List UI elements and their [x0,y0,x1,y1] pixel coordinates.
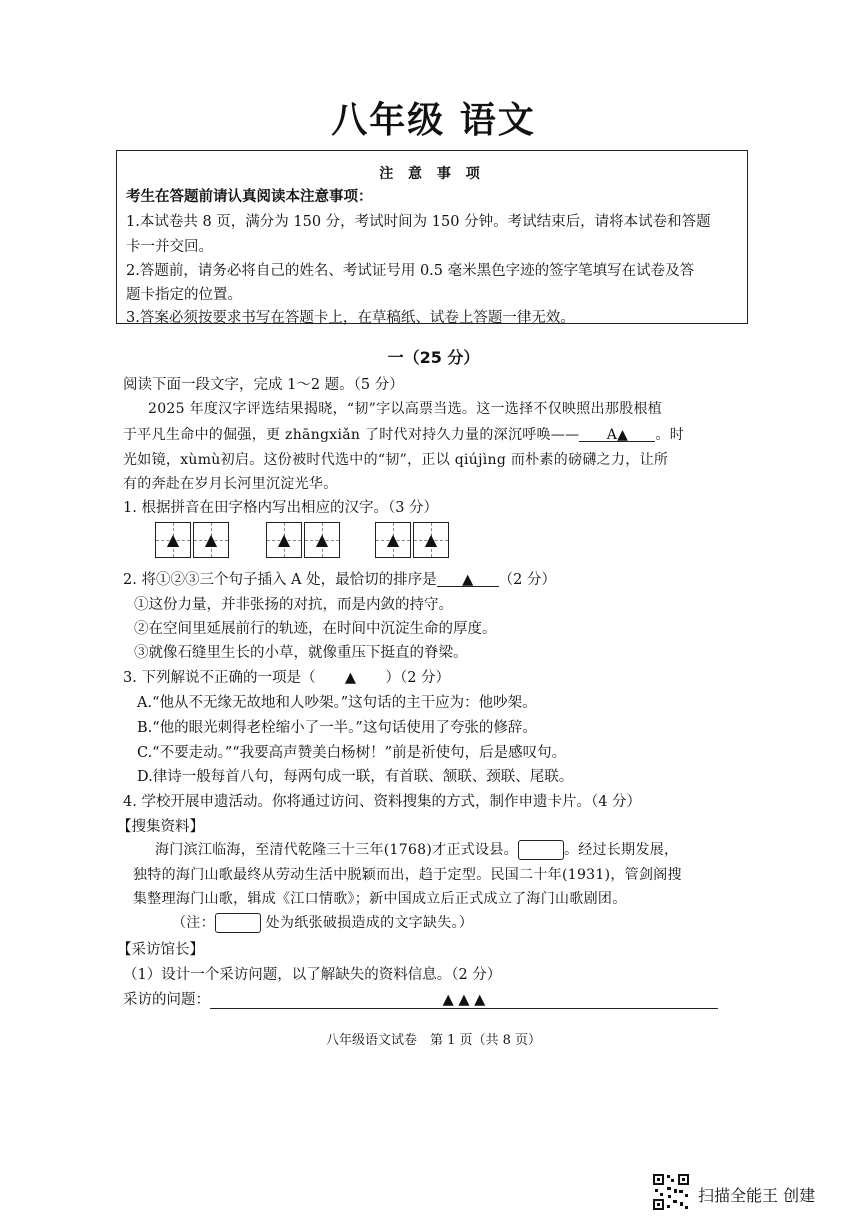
answer-label: 采访的问题： [123,992,210,1008]
tianzige-group-3 [375,522,451,558]
passage-line: 2025 年度汉字评选结果揭晓，“韧”字以高票当选。这一选择不仅映照出那股根植 [148,401,663,417]
tianzige-cell[interactable]: ▲ [375,522,411,558]
material-line: 独特的海门山歌最终从劳动生活中脱颖而出，趋于定型。民国二十年(1931)，管剑阁搜 [133,867,682,883]
notice-box [116,150,748,324]
q3-option: B.“他的眼光刺得老栓缩小了一半。”这句话使用了夸张的修辞。 [137,720,537,736]
scanner-watermark: 扫描全能王 创建 [698,1186,816,1205]
notice-item: 1.本试卷共 8 页，满分为 150 分，考试时间为 150 分钟。考试结束后，请将本试卷和答题 [126,214,711,230]
passage-text: 。时 [655,427,685,443]
notice-item: 卡一并交回。 [126,239,213,255]
answer-line[interactable]: ▲ ▲ ▲ [210,992,718,1009]
q2-option: ①这份力量，并非张扬的对抗，而是内敛的持守。 [134,597,453,613]
section-heading: 一（25 分） [387,348,480,367]
q3-option: D.律诗一般每首八句，每两句成一联，有首联、颔联、颈联、尾联。 [137,769,574,785]
question-1: 1. 根据拼音在田字格内写出相应的汉字。（3 分） [123,500,439,516]
q3-option: A.“他从不无缘无故地和人吵架。”这句话的主干应为：他吵架。 [137,695,537,711]
material-note: （注： 处为纸张破损造成的文字缺失。） [172,915,474,931]
passage-text: 于平凡生命中的倔强，更 zhāngxiǎn 了时代对持久力量的深沉呼唤—— [123,427,580,443]
collect-label: 【搜集资料】 [117,819,204,835]
blank-a-label: A▲ [606,427,629,443]
tianzige-cell[interactable]: ▲ [266,522,302,558]
q4-sub-1: （1）设计一个采访问题，以了解缺失的资料信息。（2 分） [123,967,502,983]
page-footer: 八年级语文试卷 第 1 页（共 8 页） [325,1033,542,1048]
material-line: 集整理海门山歌，辑成《江口情歌》；新中国成立后正式成立了海门山歌剧团。 [133,891,627,907]
material-line: 海门滨江临海，至清代乾隆三十三年(1768)才正式设县。 。经过长期发展， [155,842,679,858]
passage-line: 有的奔赴在岁月长河里沉淀光华。 [123,476,338,492]
qr-code-icon [652,1173,690,1211]
tianzige-cell[interactable]: ▲ [193,522,229,558]
tianzige-cell[interactable]: ▲ [304,522,340,558]
answer-slot-q3[interactable]: ▲ [344,670,357,686]
q2-option: ③就像石缝里生长的小草，就像重压下挺直的脊梁。 [134,645,468,661]
interview-label: 【采访馆长】 [117,942,204,958]
question-3: 3. 下列解说不正确的一项是（ ▲ ）（2 分） [123,670,451,686]
notice-item: 2.答题前，请务必将自己的姓名、考试证号用 0.5 毫米黑色字迹的签字笔填写在试卷及答 [126,263,695,279]
answer-blank-q2[interactable]: ▲ [437,572,499,587]
tianzige-group-2 [266,522,342,558]
notice-intro: 考生在答题前请认真阅读本注意事项： [126,189,373,205]
question-4: 4. 学校开展申遗活动。你将通过访问、资料搜集的方式，制作申遗卡片。（4 分） [123,794,642,810]
question-2: 2. 将①②③三个句子插入 A 处，最恰切的排序是 ▲ （2 分） [123,572,556,588]
reading-intro: 阅读下面一段文字，完成 1～2 题。（5 分） [123,377,404,393]
notice-item: 3.答案必须按要求书写在答题卡上，在草稿纸、试卷上答题一律无效。 [126,310,575,326]
q3-option: C.“不要走动。”“我要高声赞美白杨树！”前是祈使句，后是感叹句。 [137,745,567,761]
answer-blank-a [579,427,655,442]
passage-line [123,424,684,444]
tianzige-cell[interactable]: ▲ [155,522,191,558]
missing-text-box [518,840,564,860]
notice-heading: 注 意 事 项 [379,166,485,182]
notice-item: 题卡指定的位置。 [126,287,242,303]
tianzige-group-1 [155,522,231,558]
passage-line: 光如镜，xùmù初启。这份被时代选中的“韧”，正以 qiújìng 而朴素的磅礴之力，让所 [123,452,669,468]
answer-row [123,988,718,1009]
tianzige-cell[interactable]: ▲ [413,522,449,558]
page-title: 八年级 语文 [331,100,536,141]
q2-option: ②在空间里延展前行的轨迹，在时间中沉淀生命的厚度。 [134,621,497,637]
missing-text-box [215,913,261,933]
